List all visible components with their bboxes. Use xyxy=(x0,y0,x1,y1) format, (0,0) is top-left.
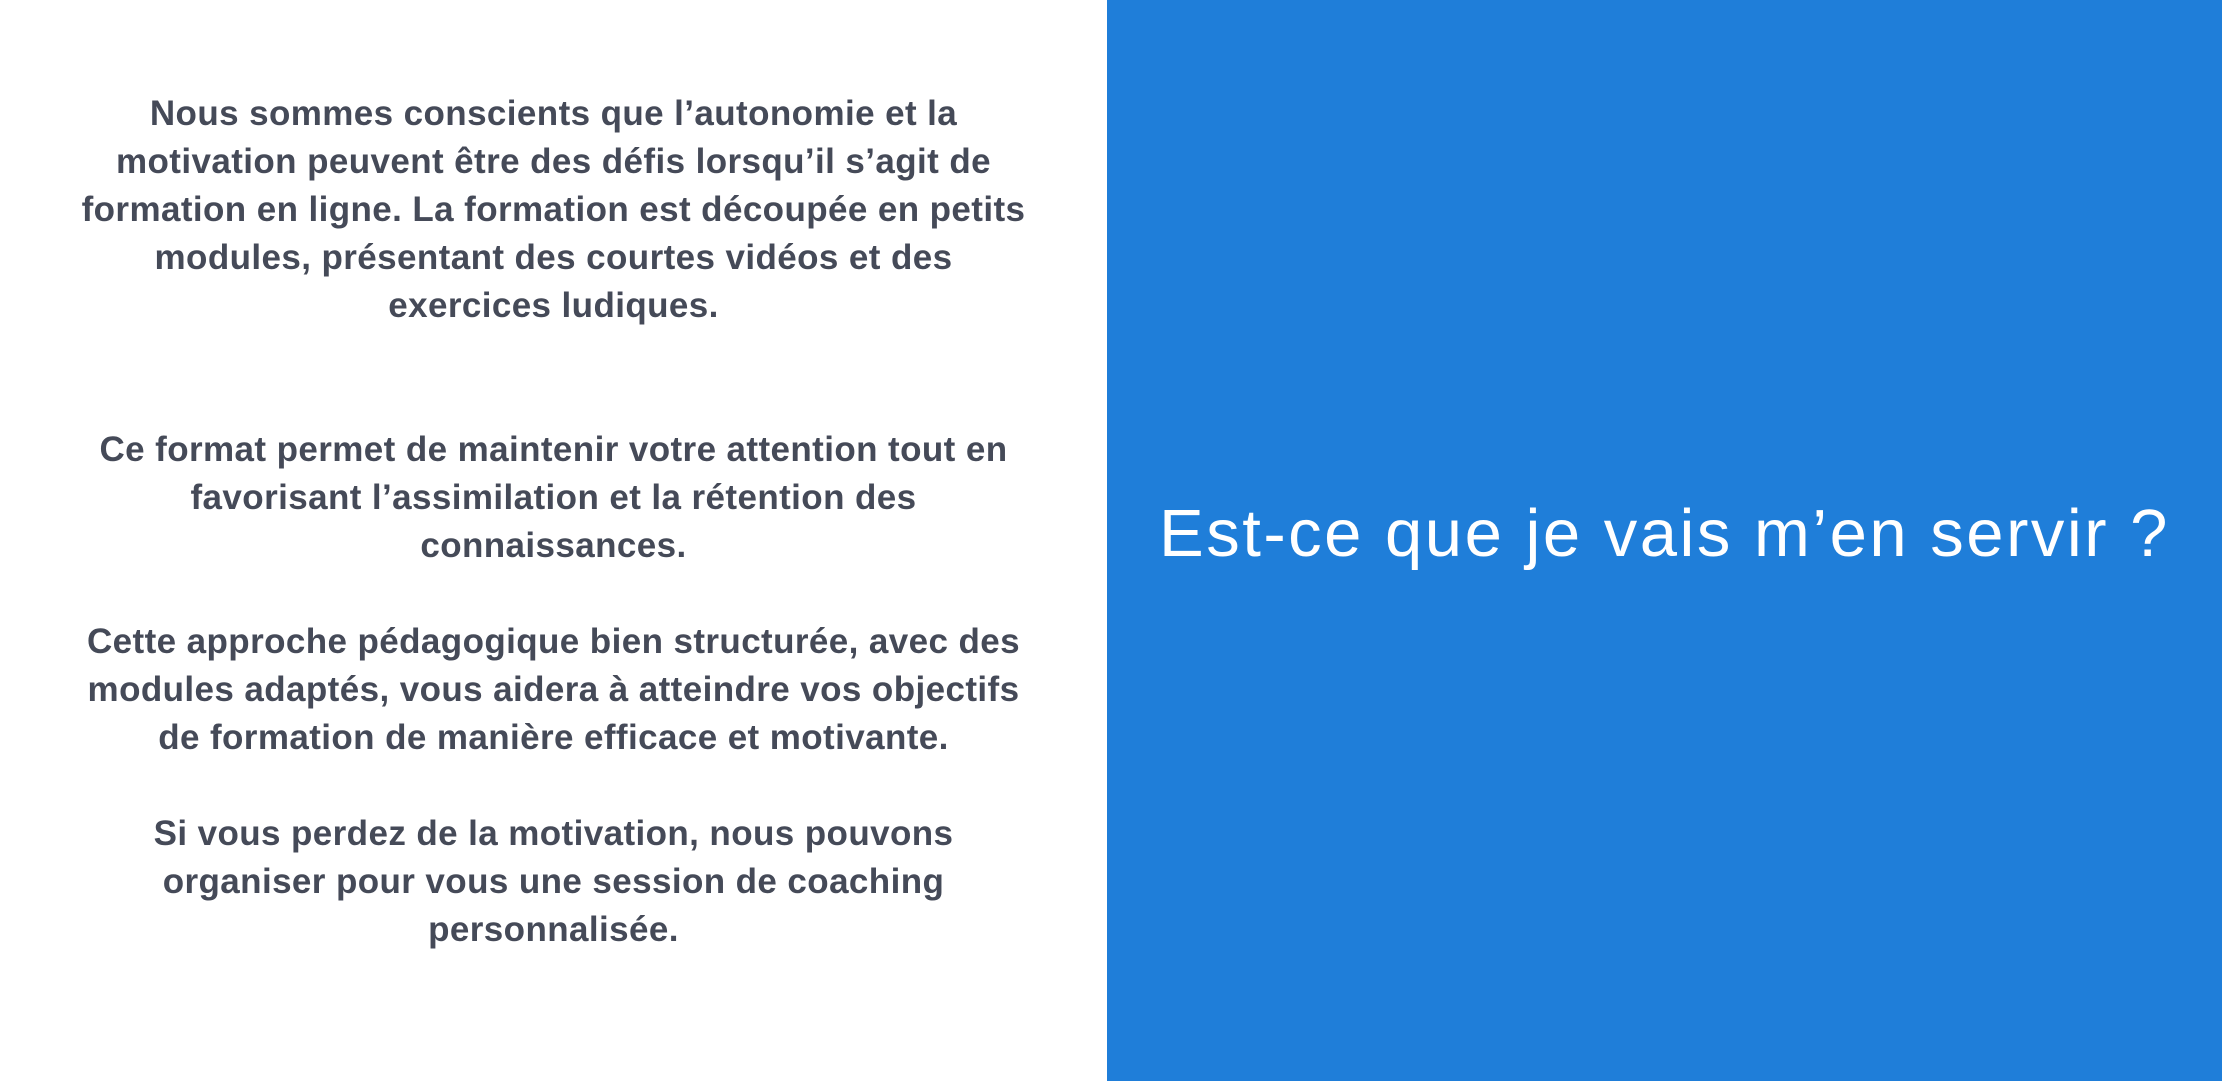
paragraph-autonomie: Nous sommes conscients que l’autonomie et la motivation peuvent être des défis lorsqu’il s’agit de formation en ligne. La formation est découpée en petits modules, présentant des courtes vidéos et des exercices ludiques. xyxy=(81,94,1026,325)
paragraph-approche: Cette approche pédagogique bien structurée, avec des modules adaptés, vous aidera à atteindre vos objectifs de formation de manière efficace et motivante. xyxy=(87,622,1020,757)
right-blue-panel xyxy=(1107,0,2222,1081)
body-text-column xyxy=(80,90,1027,954)
paragraph-format: Ce format permet de maintenir votre attention tout en favorisant l’assimilation et la rétention des connaissances. xyxy=(99,430,1008,565)
question-heading: Est-ce que je vais m’en servir ? xyxy=(1159,496,2170,571)
paragraph-coaching: Si vous perdez de la motivation, nous pouvons organiser pour vous une session de coaching personnalisée. xyxy=(153,814,954,949)
left-text-panel xyxy=(0,0,1107,1081)
